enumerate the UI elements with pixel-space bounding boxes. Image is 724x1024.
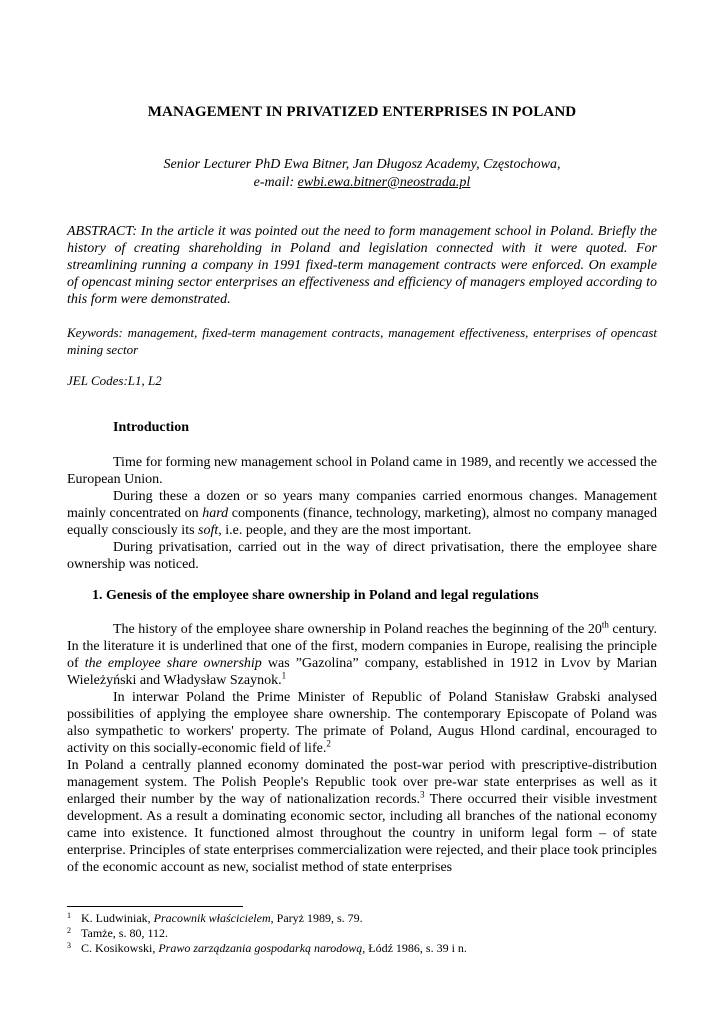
footnote-ref-2[interactable]: 2 — [326, 738, 331, 749]
s1-p1-superscript: th — [601, 619, 609, 630]
section1-paragraph-1 — [67, 621, 657, 689]
footnote-text: C. Kosikowski, — [81, 941, 159, 955]
section1-paragraph-3 — [67, 757, 657, 876]
intro-p2-text-b: components (finance, technology, marketing), almost no company managed equally consciously its — [67, 506, 657, 538]
section-1-heading: 1. Genesis of the employee share ownership in Poland and legal regulations — [92, 588, 539, 603]
s1-p1-text-c: was ”Gazolina” company, established in 1912 in Lvov by Marian Wieleżyński and Władysław Szaynok. — [67, 656, 658, 688]
intro-p2-soft: soft — [198, 523, 219, 538]
s1-p2-text: In interwar Poland the Prime Minister of Republic of Poland Stanisław Grabski analysed possibilities of applying the employee share ownership. The contemporary Episcopate of Poland was also sympathetic to workers' property. The primate of Poland, Augus Hlond cardinal, encouraged to activity on this socially-economic field of life. — [67, 690, 657, 756]
s1-p1-text-a: The history of the employee share ownership in Poland reaches the beginning of the 20 — [113, 622, 602, 637]
footnotes — [67, 911, 657, 956]
footnote-text-end: , Paryż 1989, s. 79. — [270, 911, 363, 925]
intro-paragraph-1: Time for forming new management school in Poland came in 1989, and recently we accessed the European Union. — [67, 455, 657, 487]
s1-p1-italic: the employee share ownership — [84, 656, 262, 671]
s1-p3-text-b: There occurred their visible investment development. As a result a dominating economic sector, including all branches of the national economy came into existence. It functioned almost throughout the country in uniform legal form – of state enterprise. Principles of state enterprises commercialization were rejected, and their place took principles of the economic account as new, socialist method of state enterprises — [67, 792, 657, 875]
keywords: Keywords: management, fixed-term management contracts, management effectiveness, enterprises of opencast mining sector — [67, 325, 657, 357]
s1-p1-text-b: century. In the literature it is underlined that one of the first, modern companies in Europe, realising the principle of — [67, 622, 658, 671]
footnote-number: 1 — [67, 911, 71, 920]
author-email-link[interactable]: ewbi.ewa.bitner@neostrada.pl — [297, 175, 471, 190]
footnote — [67, 911, 657, 926]
footnote — [67, 926, 657, 941]
introduction-heading: Introduction — [113, 420, 189, 435]
footnote-ref-3[interactable]: 3 — [420, 789, 425, 800]
section1-paragraph-2 — [67, 689, 657, 757]
intro-p2-text-c: , i.e. people, and they are the most important. — [218, 523, 472, 538]
author-email-line — [0, 175, 724, 191]
s1-p3-text-a: In Poland a centrally planned economy dominated the post-war period with prescriptive-distribution management system. The Polish People's Republic took over pre-war state enterprises as well as it enlarged their number by the way of nationalization records. — [67, 758, 657, 807]
author-affiliation: Senior Lecturer PhD Ewa Bitner, Jan Długosz Academy, Częstochowa, — [163, 157, 561, 172]
email-label: e-mail: — [253, 175, 298, 190]
intro-p2-hard: hard — [202, 506, 229, 521]
footnote-text: K. Ludwiniak, — [81, 911, 154, 925]
intro-paragraph-3: During privatisation, carried out in the way of direct privatisation, there the employee share ownership was noticed. — [67, 540, 657, 572]
introduction-body — [67, 454, 657, 573]
footnote-number: 3 — [67, 941, 71, 950]
abstract: ABSTRACT: In the article it was pointed out the need to form management school in Poland. Briefly the history of creating shareholding in Poland and legislation connected with it were quoted. For streamlining running a company in 1991 fixed-term management contracts were enforced. On example of opencast mining sector enterprises an effectiveness and efficiency of managers employed according to this form were demonstrated. — [67, 224, 657, 307]
jel-codes: JEL Codes:L1, L2 — [67, 373, 162, 388]
footnote — [67, 941, 657, 956]
footnote-ref-1[interactable]: 1 — [281, 670, 287, 681]
intro-paragraph-2 — [67, 488, 657, 539]
intro-p2-text-a: During these a dozen or so years many companies carried enormous changes. Management mainly concentrated on — [67, 489, 657, 521]
footnote-separator — [67, 906, 243, 907]
section-1-body — [67, 621, 657, 876]
footnote-italic: Pracownik właścicielem — [153, 911, 271, 925]
footnote-italic: Prawo zarządzania gospodarką narodową — [158, 941, 363, 955]
footnote-number: 2 — [67, 926, 71, 935]
footnote-text-end: , Łódź 1986, s. 39 i n. — [362, 941, 467, 955]
paper-title: MANAGEMENT IN PRIVATIZED ENTERPRISES IN POLAND — [147, 104, 577, 120]
footnote-text: Tamże, s. 80, 112. — [81, 926, 169, 940]
